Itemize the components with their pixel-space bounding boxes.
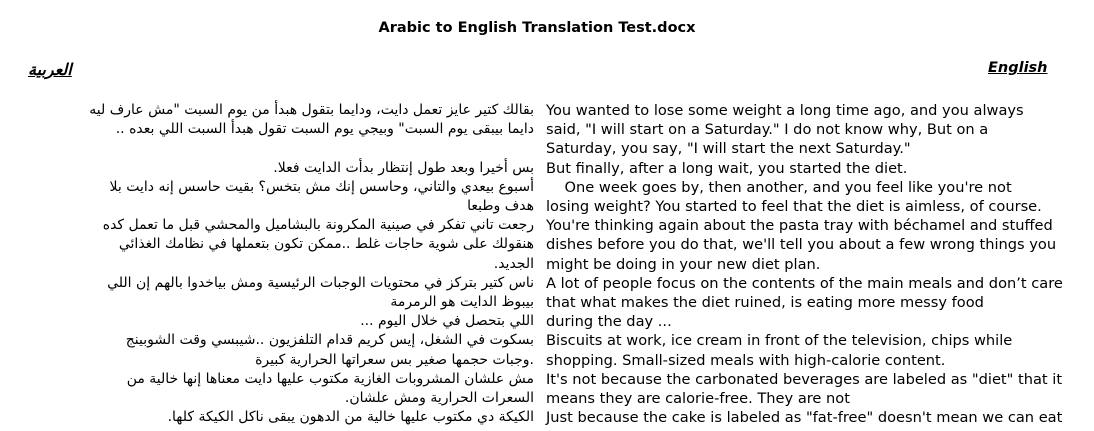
english-line: You wanted to lose some weight a long time ago, and you always [546,102,1024,119]
english-line: shopping. Small-sized meals with high-calorie content. [546,351,946,369]
arabic-line: بقالك كتير عايز تعمل دايت، ودايما بتقول هبدأ من يوم السبت "مش عارف ليه [89,102,534,118]
english-line: A lot of people focus on the contents of the main meals and don’t care [546,274,1063,292]
arabic-line: بيبوظ الدايت هو الرمرمة [390,294,534,311]
english-line: You're thinking again about the pasta tray with béchamel and stuffed [546,217,1053,235]
english-text-column [546,101,1074,427]
arabic-column-heading: العربية [28,60,72,79]
document-title: Arabic to English Translation Test.docx [378,20,696,36]
english-line: Saturday, you say, "I will start the next Saturday." [546,140,911,158]
arabic-line: دايما بيبقى يوم السبت" وبيجي يوم السبت تقول هبدأ السبت اللي بعده .. [115,121,534,138]
arabic-line: بسكوت في الشغل، إيس كريم قدام التلفزيون ..شيبسي وقت الشوبينج [125,332,534,349]
english-line: Biscuits at work, ice cream in front of the television, chips while [546,332,1013,350]
arabic-text-column [28,101,534,427]
arabic-line: هنقولك على شوية حاجات غلط ..ممكن تكون بتعملها في نظامك الغذائي [118,236,534,253]
arabic-line: اللي بتحصل في خلال اليوم ... [360,313,534,330]
arabic-line: أسبوع بيعدي والتاني، وحاسس إنك مش بتخس؟ بقيت حاسس إنه دايت بلا [109,178,534,195]
arabic-line: رجعت تاني تفكر في صينية المكرونة بالبشاميل والمحشي قبل ما تعمل كده [102,217,534,234]
english-line: But finally, after a long wait, you started the diet. [546,159,908,177]
english-line: during the day ... [546,313,672,331]
english-line: It's not because the carbonated beverages are labeled as "diet" that it [546,370,1063,388]
arabic-line: السعرات الحرارية ومش علشان. [344,390,534,407]
english-line: means they are calorie-free. They are not [546,390,850,408]
arabic-line: هدف وطبعا [467,198,534,214]
english-line: said, "I will start on a Saturday." I do not know why, But on a [546,121,989,139]
arabic-line: بس أخيرا وبعد طول إنتظار بدأت الدايت فعلا. [273,159,534,176]
english-line: might be doing in your new diet plan. [546,255,821,273]
arabic-line: الجديد. [493,255,534,272]
english-line: Just because the cake is labeled as "fat-free" doesn't mean we can eat [546,409,1063,427]
english-line: that what makes the diet ruined, is eating more messy food [546,294,984,312]
arabic-line: مش علشان المشروبات الغازية مكتوب عليها دايت معناها إنها خالية من [126,370,534,387]
arabic-line: ناس كتير بتركز في محتويات الوجبات الرئيسية ومش بياخدوا بالهم إن اللي [107,274,534,291]
column-divider [540,100,541,431]
arabic-blank-line [28,139,534,158]
arabic-line: الكيكة دي مكتوب عليها خالية من الدهون يبقى ناكل الكيكة كلها. [167,409,534,426]
english-line: dishes before you do that, we'll tell you about a few wrong things you [546,236,1057,254]
arabic-line: .وجبات حجمها صغير بس سعراتها الحرارية كبيرة [255,351,534,368]
english-line: losing weight? You started to feel that the diet is aimless, of course. [546,198,1042,216]
english-line: One week goes by, then another, and you feel like you're not [546,178,1012,196]
english-column-heading: English [988,60,1048,76]
